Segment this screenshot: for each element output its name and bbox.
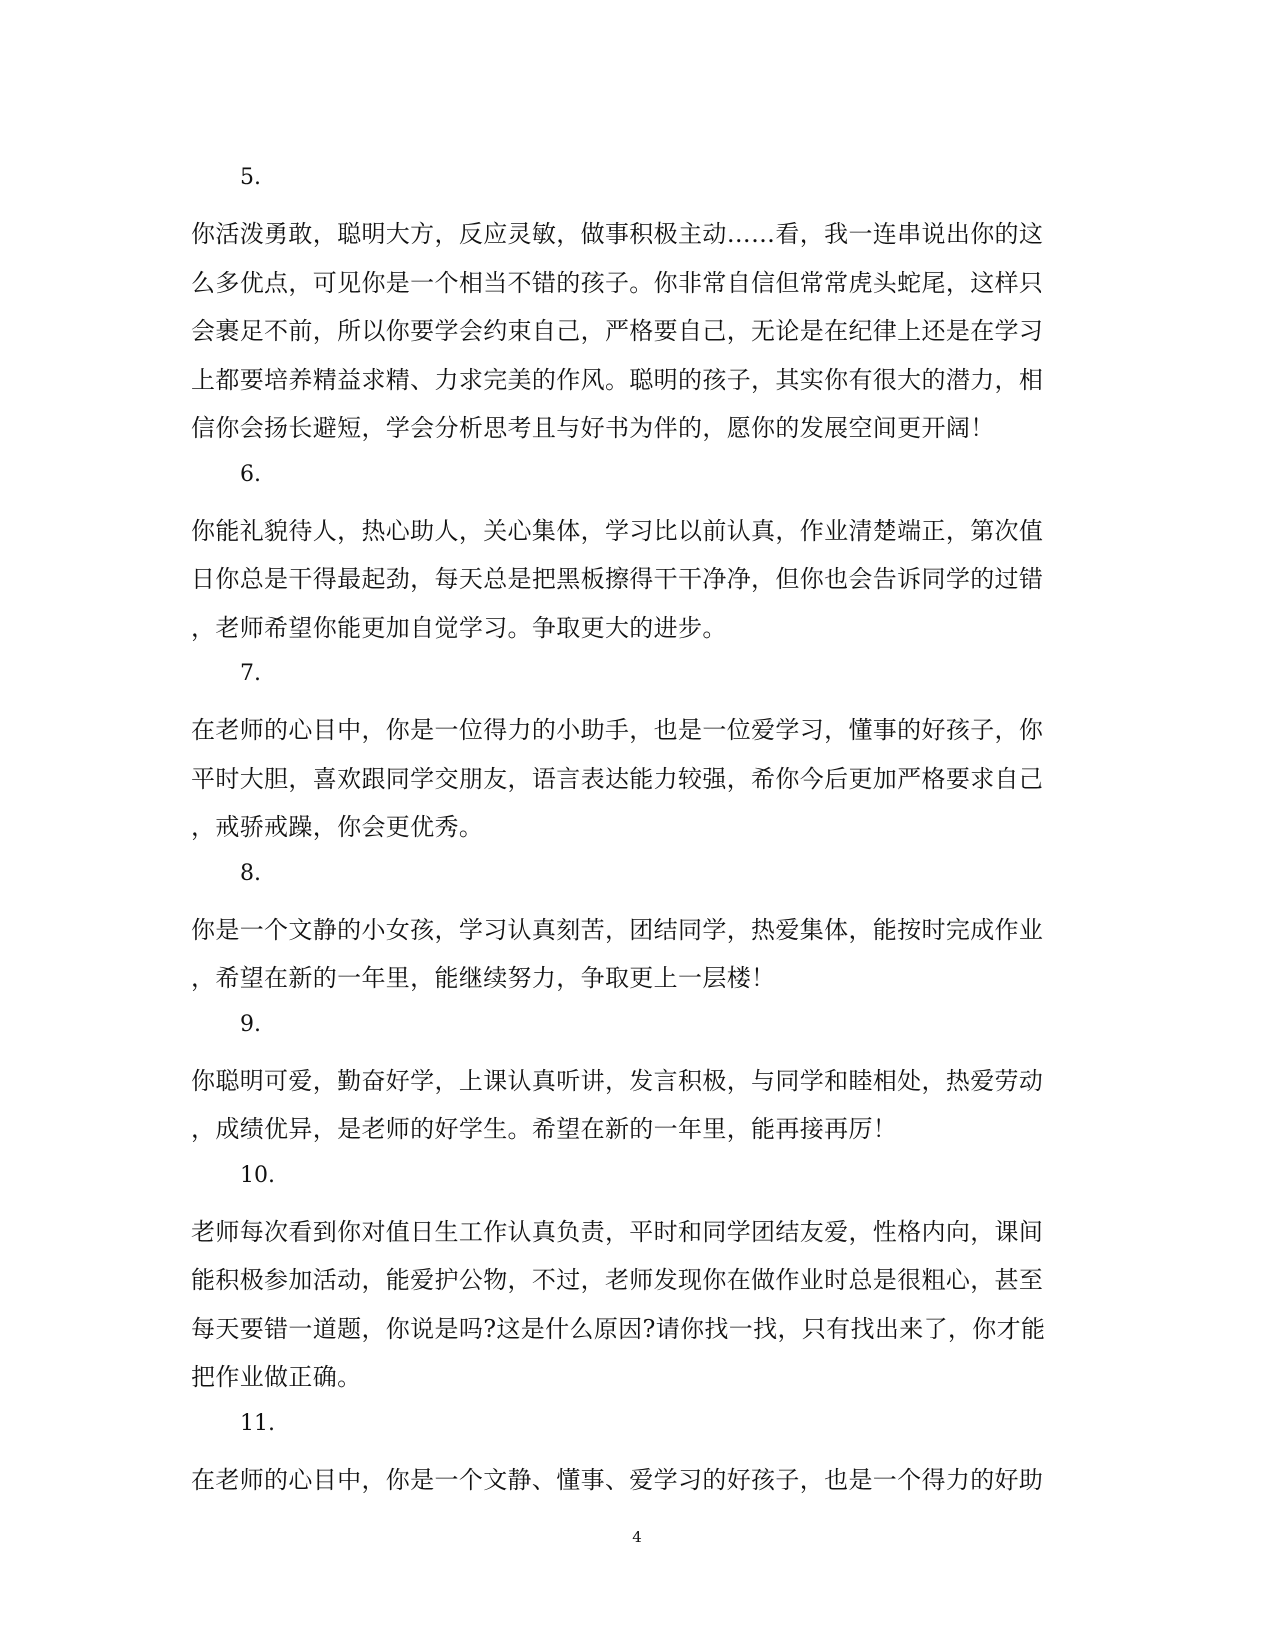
- paragraph-line: 么多优点，可见你是一个相当不错的孩子。你非常自信但常常虎头蛇尾，这样只: [191, 268, 1044, 297]
- entry-number: 8.: [240, 860, 261, 886]
- entry-paragraph: [191, 1456, 1071, 1512]
- paragraph-line: 在老师的心目中，你是一位得力的小助手，也是一位爱学习，懂事的好孩子，你: [191, 716, 1044, 744]
- paragraph-line: 信你会扬长避短，学会分析思考且与好书为伴的，愿你的发展空间更开阔！: [191, 414, 995, 442]
- entry-number: 10.: [240, 1162, 275, 1188]
- document-body: [191, 163, 1071, 1511]
- entry-number: 7.: [240, 661, 261, 686]
- entry-number: 6.: [240, 461, 261, 487]
- entry-number: 9.: [240, 1011, 261, 1037]
- page-number: 4: [632, 1528, 642, 1546]
- paragraph-line: 老师每次看到你对值日生工作认真负责，平时和同学团结友爱，性格内向，课间: [191, 1217, 1044, 1246]
- paragraph-line: ，戒骄戒躁，你会更优秀。: [191, 813, 484, 841]
- paragraph-line: ，希望在新的一年里，能继续努力，争取更上一层楼！: [191, 964, 776, 992]
- paragraph-line: ，成绩优异，是老师的好学生。希望在新的一年里，能再接再厉！: [191, 1115, 898, 1143]
- entry-number: 11.: [240, 1410, 275, 1436]
- entry-paragraph: [191, 1208, 1071, 1409]
- paragraph-line: 会裹足不前，所以你要学会约束自己，严格要自己，无论是在纪律上还是在学习: [191, 317, 1044, 345]
- paragraph-line: 你能礼貌待人，热心助人，关心集体，学习比以前认真，作业清楚端正，第次值: [191, 516, 1044, 545]
- entry-paragraph: [191, 906, 1071, 1010]
- entry-paragraph: [191, 210, 1071, 460]
- paragraph-line: 在老师的心目中，你是一个文静、懂事、爱学习的好孩子，也是一个得力的好助: [191, 1465, 1044, 1494]
- entry-paragraph: [191, 507, 1071, 660]
- paragraph-line: 你聪明可爱，勤奋好学，上课认真听讲，发言积极，与同学和睦相处，热爱劳动: [191, 1066, 1044, 1095]
- entry-paragraph: [191, 1057, 1071, 1161]
- paragraph-line: ，老师希望你能更加自觉学习。争取更大的进步。: [191, 613, 727, 642]
- paragraph-line: 日你总是干得最起劲，每天总是把黑板擦得干干净净，但你也会告诉同学的过错: [191, 565, 1044, 593]
- entry-number: 5.: [240, 165, 261, 190]
- paragraph-line: 把作业做正确。: [191, 1363, 362, 1391]
- paragraph-line: 平时大胆，喜欢跟同学交朋友，语言表达能力较强，希你今后更加严格要求自己: [191, 764, 1044, 793]
- entry-paragraph: [191, 706, 1071, 859]
- paragraph-line: 每天要错一道题，你说是吗?这是什么原因?请你找一找，只有找出来了，你才能: [191, 1314, 1046, 1343]
- paragraph-line: 你活泼勇敢，聪明大方，反应灵敏，做事积极主动……看，我一连串说出你的这: [191, 220, 1044, 248]
- paragraph-line: 你是一个文静的小女孩，学习认真刻苦，团结同学，热爱集体，能按时完成作业: [191, 915, 1044, 944]
- paragraph-line: 上都要培养精益求精、力求完美的作风。聪明的孩子，其实你有很大的潜力，相: [191, 365, 1044, 394]
- paragraph-line: 能积极参加活动，能爱护公物，不过，老师发现你在做作业时总是很粗心，甚至: [191, 1266, 1044, 1294]
